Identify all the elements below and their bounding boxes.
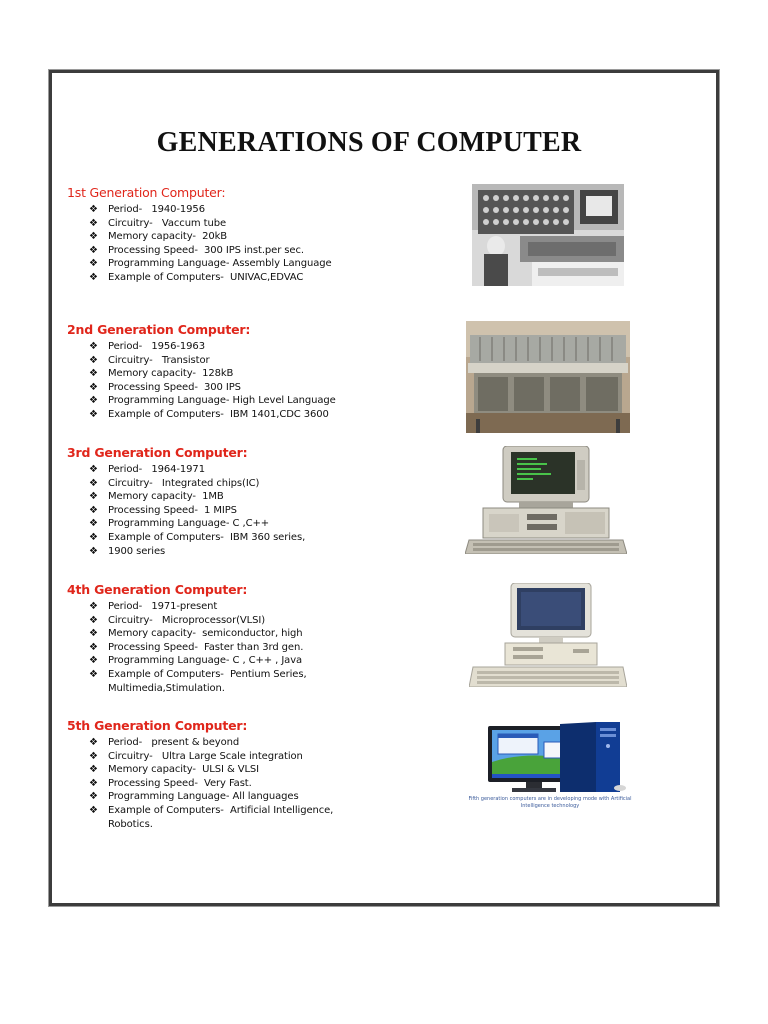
diamond-bullet-icon: ❖ bbox=[89, 518, 98, 530]
spec-value: Ultra Large Scale integration bbox=[161, 750, 303, 762]
spec-item bbox=[89, 230, 332, 244]
spec-value: 300 IPS inst.per sec. bbox=[204, 244, 304, 256]
spec-item bbox=[89, 203, 332, 217]
spec-value: 1900 series bbox=[108, 545, 166, 557]
spec-label: Processing Speed- bbox=[108, 504, 198, 516]
spec-value: 1 MIPS bbox=[204, 504, 237, 516]
spec-item bbox=[89, 614, 343, 628]
spec-label: Programming Language- bbox=[108, 791, 230, 803]
spec-value: Transistor bbox=[161, 354, 210, 366]
fourth-generation-computer-photo bbox=[469, 583, 627, 687]
diamond-bullet-icon: ❖ bbox=[89, 217, 98, 229]
spec-item bbox=[89, 790, 343, 804]
spec-item bbox=[89, 271, 332, 285]
spec-label: Period- bbox=[108, 737, 143, 748]
diamond-bullet-icon: ❖ bbox=[89, 791, 98, 803]
spec-item bbox=[89, 463, 305, 477]
spec-value: ULSI & VLSI bbox=[202, 764, 260, 776]
spec-item bbox=[89, 531, 305, 545]
spec-item bbox=[89, 654, 343, 668]
generation-section-1 bbox=[67, 185, 332, 285]
generation-section-2 bbox=[67, 322, 336, 422]
spec-item bbox=[89, 244, 332, 258]
spec-label: Memory capacity- bbox=[108, 764, 196, 776]
generation-section-3 bbox=[67, 445, 305, 558]
generation-heading: 2nd Generation Computer: bbox=[67, 322, 251, 337]
spec-list bbox=[67, 203, 332, 285]
diamond-bullet-icon: ❖ bbox=[89, 545, 98, 557]
spec-label: Circuitry- bbox=[108, 750, 153, 762]
generation-heading: 4th Generation Computer: bbox=[67, 582, 248, 597]
diamond-bullet-icon: ❖ bbox=[89, 531, 98, 543]
spec-label: Processing Speed- bbox=[108, 777, 198, 789]
diamond-bullet-icon: ❖ bbox=[89, 244, 98, 256]
spec-value: IBM 1401,CDC 3600 bbox=[229, 408, 329, 420]
generation-heading: 5th Generation Computer: bbox=[67, 718, 248, 733]
diamond-bullet-icon: ❖ bbox=[89, 258, 98, 270]
spec-label: Example of Computers- bbox=[108, 531, 224, 543]
spec-value: High Level Language bbox=[232, 395, 336, 407]
spec-item bbox=[89, 545, 305, 559]
spec-label: Circuitry- bbox=[108, 217, 153, 229]
diamond-bullet-icon: ❖ bbox=[89, 764, 98, 776]
generation-heading: 1st Generation Computer: bbox=[67, 185, 226, 200]
diamond-bullet-icon: ❖ bbox=[89, 354, 98, 366]
spec-list bbox=[67, 463, 305, 558]
spec-item bbox=[89, 668, 343, 695]
spec-item bbox=[89, 750, 343, 764]
spec-label: Circuitry- bbox=[108, 614, 153, 626]
spec-item bbox=[89, 381, 336, 395]
spec-label: Period- bbox=[108, 341, 143, 352]
spec-value: IBM 360 series, bbox=[229, 531, 306, 543]
first-generation-computer-photo bbox=[472, 184, 624, 286]
spec-value: All languages bbox=[232, 791, 299, 803]
spec-item bbox=[89, 257, 332, 271]
diamond-bullet-icon: ❖ bbox=[89, 504, 98, 516]
diamond-bullet-icon: ❖ bbox=[89, 491, 98, 503]
spec-label: Memory capacity- bbox=[108, 231, 196, 243]
diamond-bullet-icon: ❖ bbox=[89, 477, 98, 489]
spec-value: C , C++ , Java bbox=[232, 655, 303, 667]
spec-item bbox=[89, 777, 343, 791]
diamond-bullet-icon: ❖ bbox=[89, 614, 98, 626]
spec-item bbox=[89, 804, 343, 831]
spec-value: 1956-1963 bbox=[151, 341, 205, 352]
spec-label: Example of Computers- bbox=[108, 408, 224, 420]
diamond-bullet-icon: ❖ bbox=[89, 641, 98, 653]
diamond-bullet-icon: ❖ bbox=[89, 381, 98, 393]
spec-list bbox=[67, 600, 343, 695]
diamond-bullet-icon: ❖ bbox=[89, 204, 98, 215]
diamond-bullet-icon: ❖ bbox=[89, 777, 98, 789]
spec-value: Vaccum tube bbox=[161, 217, 227, 229]
spec-value: UNIVAC,EDVAC bbox=[229, 271, 304, 283]
spec-item bbox=[89, 490, 305, 504]
spec-label: Memory capacity- bbox=[108, 368, 196, 380]
spec-label: Period- bbox=[108, 601, 143, 612]
spec-label: Circuitry- bbox=[108, 477, 153, 489]
diamond-bullet-icon: ❖ bbox=[89, 464, 98, 475]
diamond-bullet-icon: ❖ bbox=[89, 750, 98, 762]
spec-value: Artificial Intelligence, Robotics. bbox=[108, 804, 334, 830]
spec-value: present & beyond bbox=[151, 737, 240, 748]
spec-item bbox=[89, 517, 305, 531]
fifth-generation-computer-photo bbox=[488, 722, 626, 794]
spec-value: Assembly Language bbox=[232, 258, 332, 270]
third-generation-computer-photo bbox=[465, 446, 627, 554]
diamond-bullet-icon: ❖ bbox=[89, 395, 98, 407]
diamond-bullet-icon: ❖ bbox=[89, 341, 98, 352]
spec-label: Example of Computers- bbox=[108, 271, 224, 283]
spec-item bbox=[89, 763, 343, 777]
spec-item bbox=[89, 627, 343, 641]
spec-item bbox=[89, 217, 332, 231]
spec-item bbox=[89, 504, 305, 518]
diamond-bullet-icon: ❖ bbox=[89, 231, 98, 243]
spec-value: 300 IPS bbox=[204, 381, 241, 393]
diamond-bullet-icon: ❖ bbox=[89, 271, 98, 283]
spec-item bbox=[89, 641, 343, 655]
spec-value: C ,C++ bbox=[232, 518, 270, 530]
spec-label: Processing Speed- bbox=[108, 641, 198, 653]
spec-item bbox=[89, 354, 336, 368]
spec-label: Memory capacity- bbox=[108, 491, 196, 503]
spec-label: Programming Language- bbox=[108, 395, 230, 407]
spec-label: Period- bbox=[108, 204, 143, 215]
spec-label: Period- bbox=[108, 464, 143, 475]
generation-heading: 3rd Generation Computer: bbox=[67, 445, 248, 460]
spec-label: Programming Language- bbox=[108, 518, 230, 530]
spec-label: Programming Language- bbox=[108, 258, 230, 270]
spec-list bbox=[67, 340, 336, 422]
spec-item bbox=[89, 477, 305, 491]
spec-label: Memory capacity- bbox=[108, 628, 196, 640]
spec-item bbox=[89, 367, 336, 381]
spec-label: Example of Computers- bbox=[108, 668, 224, 680]
diamond-bullet-icon: ❖ bbox=[89, 628, 98, 640]
diamond-bullet-icon: ❖ bbox=[89, 668, 98, 680]
spec-label: Processing Speed- bbox=[108, 381, 198, 393]
spec-value: Very Fast. bbox=[204, 777, 252, 789]
spec-value: 1964-1971 bbox=[151, 464, 205, 475]
spec-label: Example of Computers- bbox=[108, 804, 224, 816]
generation-section-4 bbox=[67, 582, 343, 695]
diamond-bullet-icon: ❖ bbox=[89, 737, 98, 748]
second-generation-computer-photo bbox=[466, 321, 630, 433]
diamond-bullet-icon: ❖ bbox=[89, 804, 98, 816]
spec-value: Pentium Series, Multimedia,Stimulation. bbox=[108, 668, 307, 694]
spec-value: 128kB bbox=[202, 368, 234, 380]
diamond-bullet-icon: ❖ bbox=[89, 601, 98, 612]
spec-item bbox=[89, 340, 336, 354]
spec-value: 1971-present bbox=[151, 601, 218, 612]
spec-value: Faster than 3rd gen. bbox=[204, 641, 304, 653]
page-title: GENERATIONS OF COMPUTER bbox=[156, 127, 582, 158]
spec-item bbox=[89, 600, 343, 614]
spec-value: semiconductor, high bbox=[202, 628, 303, 640]
spec-list bbox=[67, 736, 343, 831]
spec-value: Integrated chips(IC) bbox=[161, 477, 260, 489]
spec-label: Circuitry- bbox=[108, 354, 153, 366]
spec-item bbox=[89, 408, 336, 422]
spec-value: 1940-1956 bbox=[151, 204, 205, 215]
photo-caption: Fifth generation computers are in developing mode with Artificial Intelligence technology bbox=[468, 796, 632, 809]
spec-label: Programming Language- bbox=[108, 655, 230, 667]
diamond-bullet-icon: ❖ bbox=[89, 368, 98, 380]
spec-item bbox=[89, 394, 336, 408]
diamond-bullet-icon: ❖ bbox=[89, 408, 98, 420]
spec-item bbox=[89, 736, 343, 750]
spec-value: Microprocessor(VLSI) bbox=[161, 614, 265, 626]
spec-label: Processing Speed- bbox=[108, 244, 198, 256]
generation-section-5 bbox=[67, 718, 343, 831]
spec-value: 1MB bbox=[202, 491, 224, 503]
diamond-bullet-icon: ❖ bbox=[89, 655, 98, 667]
spec-value: 20kB bbox=[202, 231, 228, 243]
